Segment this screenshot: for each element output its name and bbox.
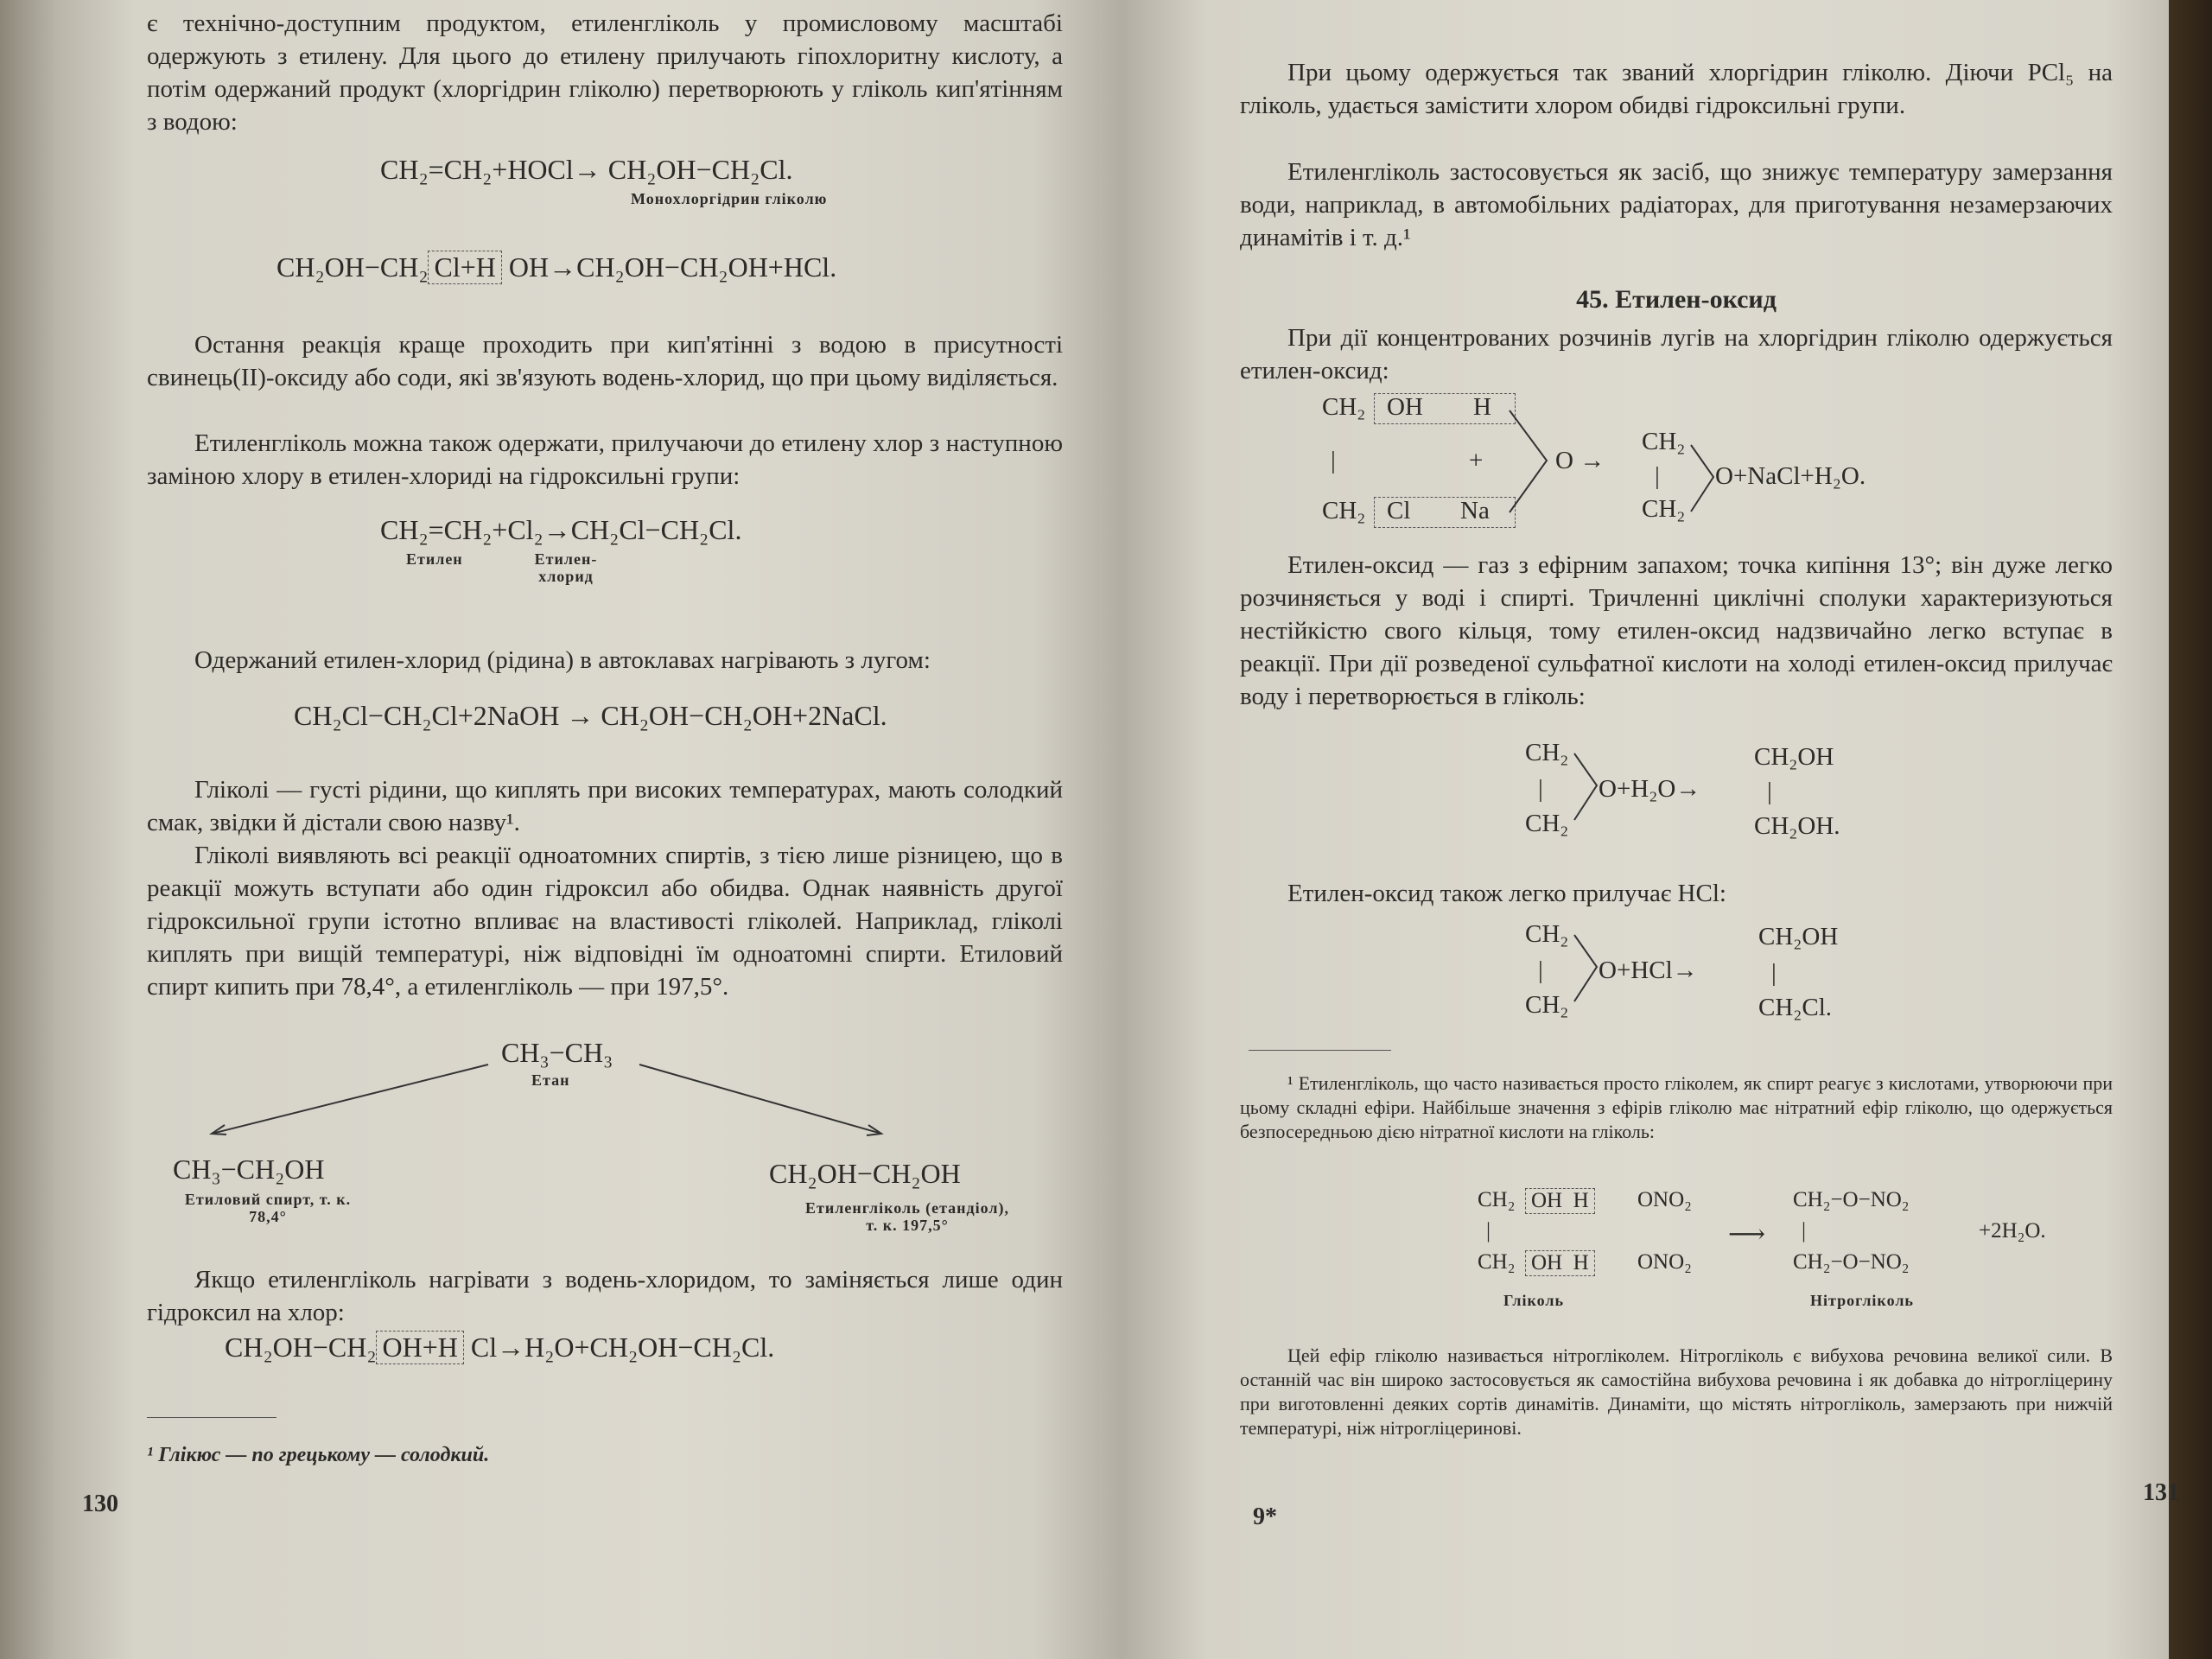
r2-bond: | <box>1538 775 1543 803</box>
r3-product-bond: | <box>1771 959 1777 987</box>
r4-product-bond: | <box>1802 1219 1807 1243</box>
scheme-arrows <box>147 1054 1063 1158</box>
r2-product-top: CH₂OH <box>1754 743 1834 771</box>
paragraph-hcl-heating: Якщо етиленгліколь нагрівати з водень-хлоридом, то заміняється лише один гідроксил на хлор: <box>147 1266 1063 1326</box>
caption-ethanol <box>156 1191 380 1225</box>
r3-ch2-bottom: CH₂ <box>1525 991 1569 1019</box>
eq5-right: Cl→H₂O+CH₂OH−CH₂Cl. <box>470 1332 775 1363</box>
page-number-left: 130 <box>82 1491 118 1517</box>
r3-ring-line <box>1574 935 1597 1001</box>
reaction-hydration <box>1525 739 1957 851</box>
equation-alkaline-hydrolysis: CH₂Cl−CH₂Cl+2NaOH → CH₂OH−CH₂OH+2NaCl. <box>294 700 887 731</box>
caption-ethylene-glycol <box>752 1199 1063 1234</box>
r4-product-bottom: CH₂−O−NO₂ <box>1793 1250 1910 1274</box>
caption-ethanol-line1: Етиловий спирт, т. к. <box>184 1191 352 1208</box>
r3-product-top: CH₂OH <box>1758 923 1839 950</box>
r4-bond: | <box>1486 1219 1491 1243</box>
scheme-ethanol: CH₃−CH₂OH <box>173 1154 325 1185</box>
signature-mark: 9* <box>1253 1503 1277 1530</box>
r1-plus: + <box>1469 447 1484 474</box>
r1-h: H <box>1473 393 1491 421</box>
r4-box-bottom: OH H <box>1525 1250 1595 1276</box>
reaction-ethylene-oxide-formation <box>1322 393 2013 540</box>
r3-product-bottom: CH₂Cl. <box>1758 994 1833 1021</box>
page-number-right: 131 <box>2143 1479 2179 1506</box>
reaction-nitration <box>1478 1188 2100 1335</box>
r4-product-top: CH₂−O−NO₂ <box>1793 1188 1910 1211</box>
r1-oh: OH <box>1387 393 1423 421</box>
r4-ono2-bottom: ONO₂ <box>1637 1250 1692 1274</box>
paragraph-ethylene-glycol-production: є технічно-доступним продуктом, етиленгліколь у промисловому масштабі одержують з етилену. Для цього до етилену прилучають гіпохлоритну кислоту, а потім одержаний продукт (хлоргідрин гліколю) перетворюють у гліколь кип'ятінням з водою: <box>147 10 1063 136</box>
footnote-glykys: ¹ Глікюс — по грецькому — солодкий. <box>147 1444 490 1466</box>
scheme-ethylene-glycol: CH₂OH−CH₂OH <box>769 1158 961 1189</box>
footnote-nitroglycol: Цей ефір гліколю називається нітрогліколем. Нітрогліколь є вибухова речовина великої сили. В останній час він широко застосовується як самостійна вибухова речовина і як добавка до нітрогліцерину при виготовленні деяких сортів динамітів. Динаміти, що містять нітрогліколь, замерзають при нижчій температурі, ніж нітрогліцеринові. <box>1240 1344 2113 1439</box>
paragraph-ethylene-oxide-properties: Етилен-оксид — газ з ефірним запахом; точка кипіння 13°; він дуже легко розчиняється у воді і спирті. Тричленні циклічні сполуки характеризуються нестійкістю свого кільця, тому етилен-оксид надзвичайно легко вступає в реакції. При дії розведеної сульфатної кислоти на холоді етилен-оксид прилучає воду і перетворюється в гліколь: <box>1240 551 2113 710</box>
equation-hypochlorous-addition: CH₂=CH₂+HOCl→ CH₂OH−CH₂Cl. <box>380 154 793 185</box>
r3-reagent: O+HCl→ <box>1599 957 1698 984</box>
r2-ring-line <box>1574 753 1597 820</box>
r4-ch2-bottom: CH₂ <box>1478 1250 1516 1274</box>
paragraph-ethylene-oxide-formation: При дії концентрованих розчинів лугів на хлоргідрин гліколю одержується етилен-оксид: <box>1240 324 2113 385</box>
caption-ethanol-line2: 78,4° <box>249 1208 287 1225</box>
r4-arrow: ⟶ <box>1728 1220 1766 1249</box>
equation-chlorination: CH₂=CH₂+Cl₂→CH₂Cl−CH₂Cl. <box>380 514 742 545</box>
caption-ethylene: Етилен <box>406 550 463 568</box>
eq2-left: CH₂OH−CH₂ <box>276 251 429 283</box>
r1-product-ch2-bottom: CH₂ <box>1642 495 1686 523</box>
caption-glycol-line1: Етиленгліколь (етандіол), <box>805 1199 1009 1217</box>
r1-product-rest: O+NaCl+H₂O. <box>1715 462 1866 490</box>
reaction-hcl-addition <box>1525 920 1957 1033</box>
scheme-ethane: CH₃−CH₃ <box>501 1037 613 1068</box>
paragraph-hcl-addition: Етилен-оксид також легко прилучає HCl: <box>1287 880 1726 907</box>
eq5-box: OH+H <box>376 1331 463 1364</box>
equation-hydrolysis <box>276 251 836 284</box>
eq2-right: OH→CH₂OH−CH₂OH+HCl. <box>508 251 837 283</box>
r4-box-top: OH H <box>1525 1188 1595 1214</box>
paragraph-reaction-conditions: Остання реакція краще проходить при кип'ятінні з водою в присутності свинець(II)-оксиду або соди, які зв'язують водень-хлорид, що при цьому виділяється. <box>147 331 1063 391</box>
equation-hcl-substitution <box>225 1331 774 1364</box>
footnote-rule-right <box>1249 1050 1391 1051</box>
eq2-box: Cl+H <box>428 251 501 284</box>
caption-nitroglycol: Нітрогліколь <box>1810 1292 1914 1309</box>
paragraph-chlorination-route: Етиленгліколь можна також одержати, прилучаючи до етилену хлор з наступною заміною хлору в етилен-хлориді на гідроксильні групи: <box>147 429 1063 490</box>
r4-ch2-top: CH₂ <box>1478 1188 1516 1211</box>
arrow-to-ethanol <box>212 1065 488 1134</box>
paragraph-autoclave: Одержаний етилен-хлорид (рідина) в автоклавах нагрівають з лугом: <box>194 646 931 674</box>
r3-ch2-top: CH₂ <box>1525 920 1569 948</box>
r1-cl: Cl <box>1387 497 1411 524</box>
caption-monochlorohydrin: Монохлоргідрин гліколю <box>631 190 828 207</box>
r1-ch2-top: CH₂ <box>1322 393 1366 421</box>
caption-ethane: Етан <box>531 1071 570 1089</box>
paragraph-glycol-properties: Гліколі — густі рідини, що киплять при високих температурах, мають солодкий смак, звідки й дістали свою назву¹. <box>147 776 1063 836</box>
right-page <box>1123 0 2179 1659</box>
r1-arrow: O → <box>1555 447 1605 474</box>
r1-bond: | <box>1331 447 1336 474</box>
footnote-glycol-esters: ¹ Етиленгліколь, що часто називається просто гліколем, як спирт реагує з кислотами, утворюючи при цьому складні ефіри. Найбільше значення з ефірів гліколю має нітратний ефір гліколю, що одержується безпосередньою дією нітратної кислоти на гліколь: <box>1240 1072 2113 1142</box>
r1-product-bond: | <box>1655 462 1660 490</box>
eq5-left: CH₂OH−CH₂ <box>225 1332 377 1363</box>
r2-product-bond: | <box>1767 778 1772 805</box>
r1-bracket <box>1508 393 1560 531</box>
footnote-rule <box>147 1417 276 1418</box>
caption-glycol: Гліколь <box>1503 1292 1565 1309</box>
r3-bond: | <box>1538 957 1543 984</box>
r4-water: +2H₂O. <box>1979 1219 2046 1243</box>
r2-reagent: O+H₂O→ <box>1599 775 1701 803</box>
paragraph-antifreeze: Етиленгліколь застосовується як засіб, що знижує температуру замерзання води, наприклад, в автомобільних радіаторах, для приготування незамерзаючих динамітів і т. д.¹ <box>1240 158 2113 251</box>
r1-na: Na <box>1460 497 1490 524</box>
r1-product-ch2-top: CH₂ <box>1642 428 1686 455</box>
r1-bracket-line <box>1510 410 1547 512</box>
section-heading-ethylene-oxide: 45. Етилен-оксид <box>1576 285 1777 314</box>
arrow-to-glycol <box>639 1065 881 1134</box>
paragraph-chlorohydrin: При цьому одержується так званий хлоргідрин гліколю. Діючи PCl₅ на гліколь, удається замістити хлором обидві гідроксильні групи. <box>1240 59 2113 119</box>
caption-ethylene-chloride: Етилен-хлорид <box>534 550 598 585</box>
r4-ono2-top: ONO₂ <box>1637 1188 1692 1211</box>
caption-glycol-line2: т. к. 197,5° <box>866 1217 949 1234</box>
r1-product-ring-line <box>1691 445 1713 512</box>
r1-ch2-bottom: CH₂ <box>1322 497 1366 524</box>
paragraph-glycol-reactions: Гліколі виявляють всі реакції одноатомних спиртів, з тією лише різницею, що в реакції можуть вступати або один гідроксил або обидва. Однак наявність другої гідроксильної групи істотно впливає на властивості гліколей. Наприклад, гліколі киплять при вищій температурі, ніж відповідні їм одноатомні спирти. Етиловий спирт кипить при 78,4°, а етиленгліколь — при 197,5°. <box>147 842 1063 1001</box>
r2-ch2-top: CH₂ <box>1525 739 1569 766</box>
r2-ch2-bottom: CH₂ <box>1525 810 1569 837</box>
r2-product-bottom: CH₂OH. <box>1754 812 1840 840</box>
